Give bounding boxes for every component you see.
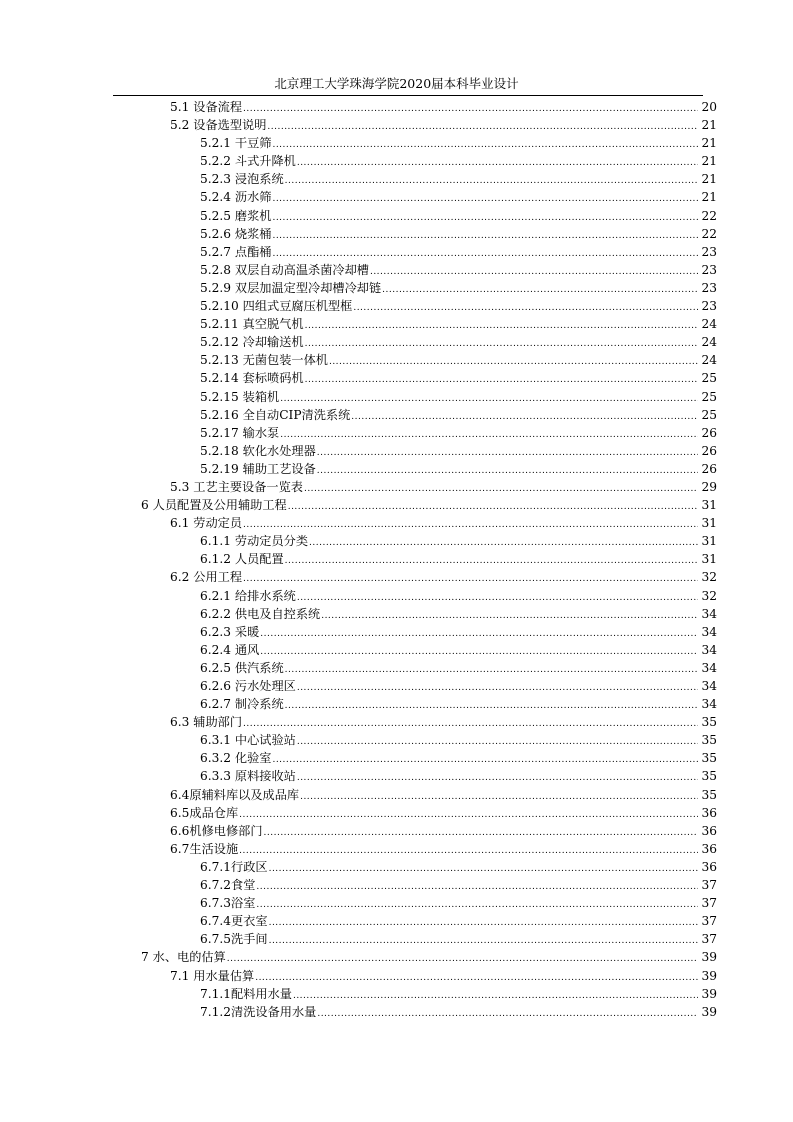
header-rule	[113, 95, 703, 96]
toc-entry-title: 5.2.9 双层加温定型冷却槽冷却链	[200, 280, 382, 295]
toc-dot-leader	[255, 969, 698, 987]
toc-dot-leader	[285, 552, 698, 570]
toc-entry-title: 5.3 工艺主要设备一览表	[170, 479, 303, 494]
toc-entry-title: 6.3 辅助部门	[170, 715, 243, 730]
toc-entry[interactable]	[0, 695, 717, 713]
toc-dot-leader	[280, 426, 698, 444]
toc-page-number: 26	[701, 461, 717, 476]
toc-page-number: 34	[701, 660, 717, 675]
toc-entry[interactable]	[0, 261, 717, 279]
toc-entry-title: 5.2.15 装箱机	[200, 389, 280, 404]
toc-entry[interactable]	[0, 369, 717, 387]
toc-page-number: 29	[701, 479, 717, 494]
toc-dot-leader	[297, 589, 698, 607]
toc-entry[interactable]	[0, 858, 717, 876]
toc-page-number: 37	[701, 878, 717, 893]
toc-entry[interactable]	[0, 496, 717, 514]
toc-dot-leader	[272, 190, 698, 208]
toc-entry-title: 6.1 劳动定员	[170, 516, 243, 531]
toc-entry-title: 5.2.8 双层自动高温杀菌冷却槽	[200, 262, 369, 277]
toc-entry-title: 6.7.2食堂	[200, 878, 256, 893]
toc-dot-leader	[239, 842, 698, 860]
toc-page-number: 21	[701, 154, 717, 169]
toc-entry[interactable]	[0, 297, 717, 315]
toc-page-number: 37	[701, 896, 717, 911]
toc-entry-title: 6.2.4 通风	[200, 642, 260, 657]
toc-dot-leader	[256, 896, 698, 914]
toc-entry[interactable]	[0, 568, 717, 586]
toc-page-number: 21	[701, 190, 717, 205]
toc-entry[interactable]	[0, 840, 717, 858]
toc-dot-leader	[370, 263, 698, 281]
toc-entry-title: 6.7生活设施	[170, 841, 239, 856]
toc-dot-leader	[272, 136, 698, 154]
toc-entry[interactable]	[0, 170, 717, 188]
toc-entry[interactable]	[0, 912, 717, 930]
toc-entry-title: 6.2.7 制冷系统	[200, 697, 284, 712]
toc-dot-leader	[353, 299, 698, 317]
toc-dot-leader	[227, 950, 698, 968]
toc-dot-leader	[285, 172, 698, 190]
toc-page-number: 39	[701, 968, 717, 983]
toc-entry-title: 6 人员配置及公用辅助工程	[141, 498, 287, 513]
toc-entry-title: 5.2 设备选型说明	[170, 118, 267, 133]
toc-dot-leader	[305, 371, 698, 389]
toc-entry[interactable]	[0, 134, 717, 152]
toc-entry-title: 6.7.3浴室	[200, 896, 256, 911]
toc-entry-title: 5.2.14 套标喷码机	[200, 371, 304, 386]
toc-dot-leader	[260, 625, 698, 643]
toc-page-number: 31	[701, 534, 717, 549]
toc-entry[interactable]	[0, 641, 717, 659]
toc-entry-title: 5.2.11 真空脱气机	[200, 317, 304, 332]
toc-page-number: 26	[701, 443, 717, 458]
toc-dot-leader	[239, 806, 698, 824]
toc-entry[interactable]	[0, 478, 717, 496]
toc-page-number: 21	[701, 172, 717, 187]
toc-page-number: 23	[701, 280, 717, 295]
toc-page-number: 24	[701, 317, 717, 332]
toc-page-number: 23	[701, 262, 717, 277]
toc-entry-title: 6.7.1行政区	[200, 859, 268, 874]
toc-entry[interactable]	[0, 188, 717, 206]
toc-entry-title: 6.2.2 供电及自控系统	[200, 606, 321, 621]
toc-dot-leader	[285, 697, 698, 715]
toc-dot-leader	[243, 516, 698, 534]
toc-entry-title: 6.6机修电修部门	[170, 823, 263, 838]
toc-page-number: 25	[701, 407, 717, 422]
toc-dot-leader	[297, 679, 698, 697]
toc-page-number: 35	[701, 751, 717, 766]
toc-page-number: 26	[701, 425, 717, 440]
toc-entry[interactable]	[0, 207, 717, 225]
toc-entry[interactable]	[0, 116, 717, 134]
toc-page-number: 37	[701, 932, 717, 947]
toc-page-number: 34	[701, 697, 717, 712]
toc-entry[interactable]	[0, 351, 717, 369]
toc-entry[interactable]	[0, 442, 717, 460]
toc-entry-title: 5.2.12 冷却输送机	[200, 335, 304, 350]
toc-entry[interactable]	[0, 605, 717, 623]
toc-dot-leader	[305, 335, 698, 353]
toc-page-number: 34	[701, 679, 717, 693]
toc-page-number: 24	[701, 335, 717, 350]
toc-entry-title: 5.2.10 四组式豆腐压机型框	[200, 299, 353, 314]
toc-dot-leader	[305, 317, 698, 335]
toc-page-number: 21	[701, 136, 717, 151]
toc-entry-title: 6.1.2 人员配置	[200, 552, 284, 567]
toc-page-number: 35	[701, 769, 717, 784]
toc-page-number: 32	[701, 588, 717, 603]
toc-page-number: 39	[701, 1004, 717, 1019]
toc-entry-title: 5.2.6 烧浆桶	[200, 226, 272, 241]
toc-entry[interactable]	[0, 279, 717, 297]
toc-entry[interactable]	[0, 985, 717, 1003]
toc-entry-title: 7 水、电的估算	[141, 950, 226, 965]
toc-entry-title: 5.2.2 斗式升降机	[200, 154, 296, 169]
toc-page-number: 21	[701, 118, 717, 133]
toc-entry[interactable]	[0, 406, 717, 424]
toc-entry-title: 6.3.1 中心试验站	[200, 733, 296, 748]
toc-entry[interactable]	[0, 152, 717, 170]
toc-page-number: 36	[701, 805, 717, 820]
toc-page-number: 22	[701, 226, 717, 241]
toc-dot-leader	[243, 715, 698, 733]
toc-dot-leader	[243, 100, 698, 118]
toc-page-number: 35	[701, 787, 717, 802]
toc-dot-leader	[272, 227, 698, 245]
toc-entry[interactable]	[0, 731, 717, 749]
toc-dot-leader	[269, 932, 698, 950]
toc-page-number: 36	[701, 841, 717, 856]
toc-entry-title: 6.7.5洗手间	[200, 932, 268, 947]
toc-page-number: 35	[701, 715, 717, 730]
toc-entry-title: 6.2 公用工程	[170, 570, 243, 585]
toc-page-number: 31	[701, 498, 717, 513]
toc-entry-title: 5.2.3 浸泡系统	[200, 172, 284, 187]
table-of-contents	[0, 98, 793, 1021]
toc-dot-leader	[288, 498, 698, 516]
toc-entry-title: 6.2.3 采暖	[200, 624, 260, 639]
toc-entry-title: 6.2.6 污水处理区	[200, 679, 296, 693]
toc-entry-title: 5.2.17 输水泵	[200, 425, 280, 440]
toc-dot-leader	[272, 209, 698, 227]
toc-entry[interactable]	[0, 460, 717, 478]
toc-entry[interactable]	[0, 713, 717, 731]
toc-entry-title: 7.1.2清洗设备用水量	[200, 1004, 317, 1019]
toc-entry[interactable]	[0, 767, 717, 785]
toc-entry[interactable]	[0, 514, 717, 532]
toc-dot-leader	[269, 860, 698, 878]
toc-dot-leader	[243, 570, 698, 588]
toc-entry[interactable]	[0, 550, 717, 568]
toc-page-number: 31	[701, 516, 717, 531]
toc-dot-leader	[317, 1005, 698, 1023]
toc-page-number: 34	[701, 642, 717, 657]
toc-page-number: 25	[701, 371, 717, 386]
toc-entry[interactable]	[0, 98, 717, 116]
toc-entry[interactable]	[0, 1003, 717, 1021]
toc-entry[interactable]	[0, 243, 717, 261]
toc-entry[interactable]	[0, 587, 717, 605]
toc-entry[interactable]	[0, 659, 717, 677]
toc-page-number: 34	[701, 606, 717, 621]
toc-dot-leader	[267, 118, 698, 136]
toc-entry[interactable]	[0, 930, 717, 948]
toc-entry[interactable]	[0, 424, 717, 442]
toc-dot-leader	[300, 788, 698, 806]
toc-entry-title: 6.5成品仓库	[170, 805, 239, 820]
toc-entry[interactable]	[0, 623, 717, 641]
toc-entry[interactable]	[0, 388, 717, 406]
toc-entry-title: 5.2.18 软化水处理器	[200, 443, 316, 458]
toc-entry[interactable]	[0, 967, 717, 985]
toc-page-number: 32	[701, 570, 717, 585]
toc-dot-leader	[317, 444, 698, 462]
toc-page-number: 36	[701, 823, 717, 838]
toc-entry-title: 5.1 设备流程	[170, 100, 243, 114]
toc-entry[interactable]	[0, 225, 717, 243]
toc-entry[interactable]	[0, 532, 717, 550]
toc-entry[interactable]	[0, 786, 717, 804]
toc-page-number: 23	[701, 299, 717, 314]
toc-entry-title: 5.2.19 辅助工艺设备	[200, 461, 316, 476]
toc-dot-leader	[321, 607, 698, 625]
toc-entry-title: 5.2.7 点酯桶	[200, 244, 272, 259]
toc-entry-title: 5.2.13 无菌包装一体机	[200, 353, 328, 368]
toc-entry[interactable]	[0, 677, 717, 695]
toc-dot-leader	[264, 824, 698, 842]
toc-page-number: 39	[701, 950, 717, 965]
toc-dot-leader	[329, 353, 698, 371]
toc-entry-title: 5.2.4 沥水筛	[200, 190, 272, 205]
toc-page-number: 23	[701, 244, 717, 259]
toc-entry[interactable]	[0, 804, 717, 822]
toc-entry[interactable]	[0, 315, 717, 333]
toc-page-number: 22	[701, 208, 717, 223]
toc-entry-title: 5.2.5 磨浆机	[200, 208, 272, 223]
toc-dot-leader	[272, 751, 698, 769]
toc-dot-leader	[317, 462, 698, 480]
toc-dot-leader	[269, 914, 698, 932]
toc-entry[interactable]	[0, 894, 717, 912]
toc-page-number: 25	[701, 389, 717, 404]
toc-entry-title: 6.2.1 给排水系统	[200, 588, 296, 603]
toc-entry-title: 6.7.4更衣室	[200, 914, 268, 929]
toc-page-number: 24	[701, 353, 717, 368]
toc-page-number: 39	[701, 986, 717, 1001]
toc-entry-title: 7.1 用水量估算	[170, 968, 255, 983]
toc-page-number: 20	[701, 100, 717, 114]
toc-entry-title: 6.3.2 化验室	[200, 751, 272, 766]
toc-dot-leader	[309, 534, 698, 552]
toc-dot-leader	[285, 661, 698, 679]
toc-entry-title: 7.1.1配料用水量	[200, 986, 292, 1001]
toc-entry[interactable]	[0, 333, 717, 351]
toc-entry-title: 6.3.3 原料接收站	[200, 769, 296, 784]
toc-dot-leader	[297, 769, 698, 787]
toc-dot-leader	[260, 643, 698, 661]
toc-entry-title: 6.4原辅料库以及成品库	[170, 787, 300, 802]
toc-entry-title: 5.2.1 干豆筛	[200, 136, 272, 151]
toc-entry[interactable]	[0, 876, 717, 894]
toc-dot-leader	[351, 408, 698, 426]
toc-dot-leader	[256, 878, 698, 896]
page-header: 北京理工大学珠海学院2020届本科毕业设计	[274, 76, 519, 91]
toc-entry[interactable]	[0, 948, 717, 966]
toc-dot-leader	[297, 733, 698, 751]
toc-dot-leader	[297, 154, 698, 172]
toc-page-number: 35	[701, 733, 717, 748]
toc-dot-leader	[382, 281, 698, 299]
toc-page-number: 36	[701, 859, 717, 874]
toc-entry[interactable]	[0, 749, 717, 767]
toc-entry-title: 6.1.1 劳动定员分类	[200, 534, 309, 549]
toc-entry-title: 6.2.5 供汽系统	[200, 660, 284, 675]
toc-page-number: 37	[701, 914, 717, 929]
toc-page-number: 31	[701, 552, 717, 567]
toc-dot-leader	[293, 987, 698, 1005]
toc-entry-title: 5.2.16 全自动CIP清洗系统	[200, 407, 351, 422]
toc-entry[interactable]	[0, 822, 717, 840]
toc-dot-leader	[304, 480, 698, 498]
toc-page-number: 34	[701, 624, 717, 639]
